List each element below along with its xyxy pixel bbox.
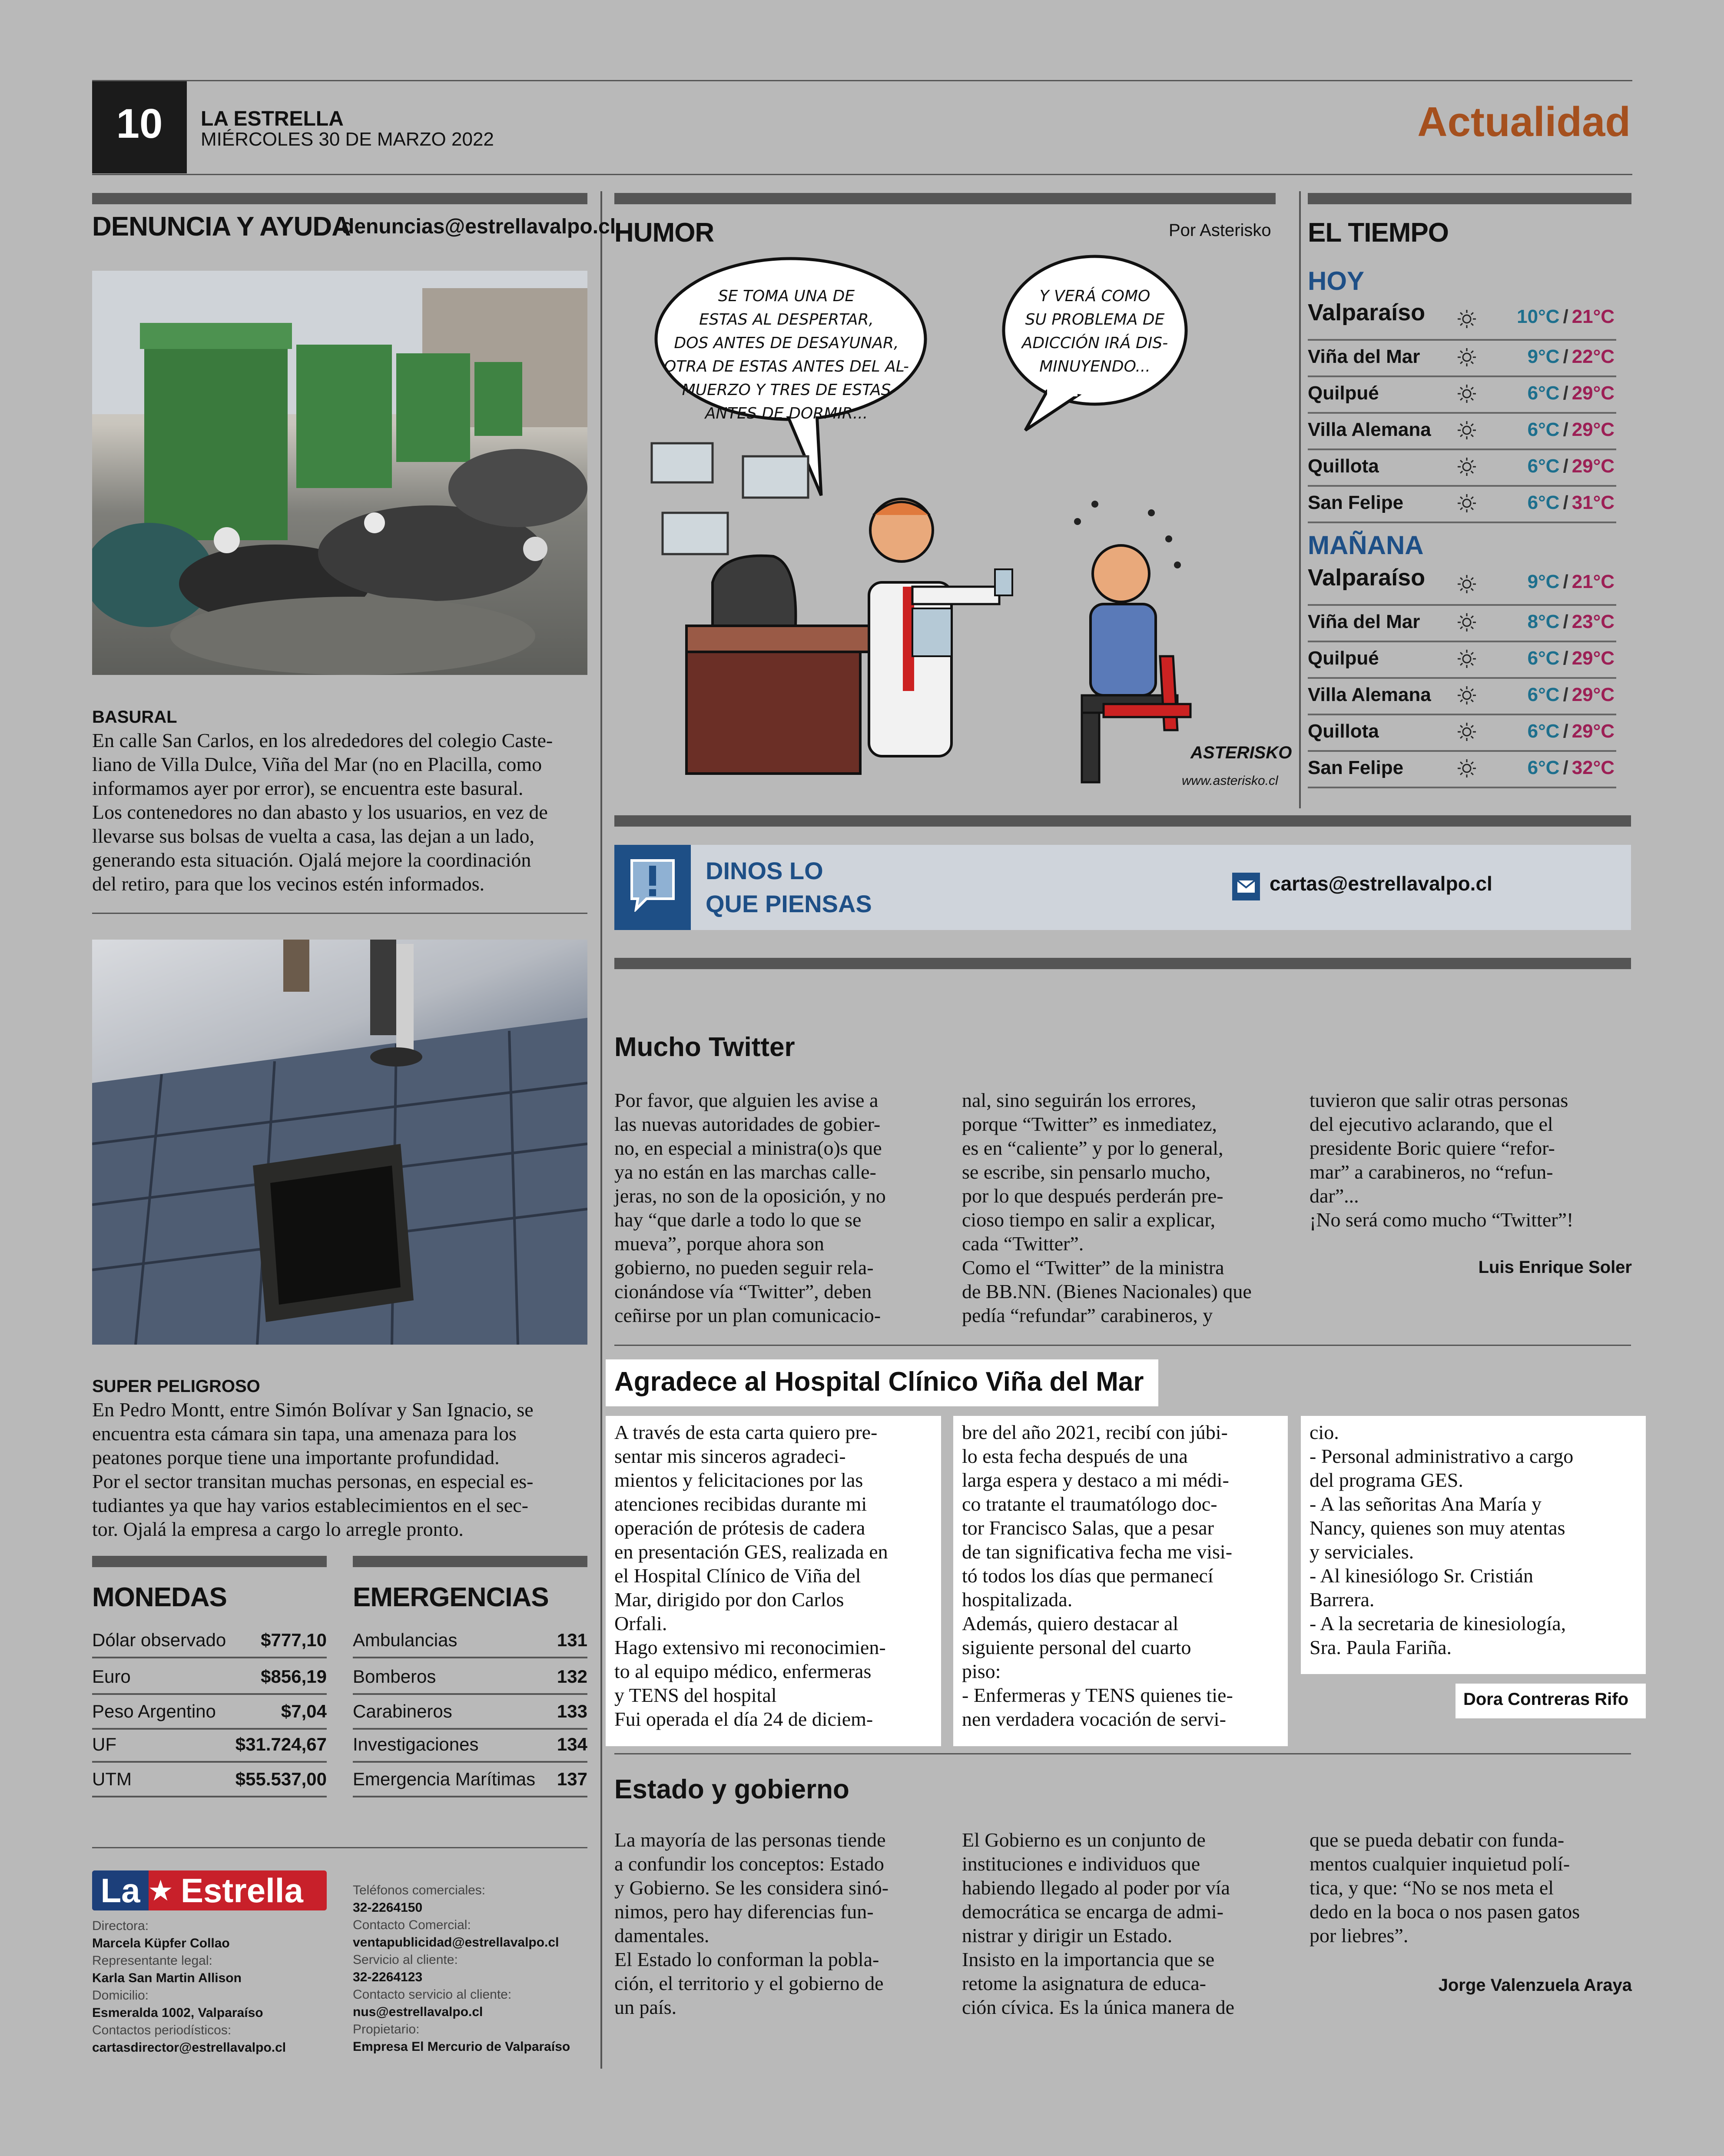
letter3-col2: El Gobierno es un conjunto de instituciones e individuos que habiendo llegado al poder por vía democrática se encarga de admi- nistrar y dirigir un Estado. Insisto en la importancia que se retome la asignatura de educa- ción cívica. Es la única manera de (962, 1829, 1235, 2018)
weather-row (1308, 448, 1616, 487)
letter3-col1: La mayoría de las personas tiende a confundir los conceptos: Estado y Gobierno. Se les considera sinó- nimos, pero hay diferencias fun- damentales. El Estado lo conforman la pobla- ción, el territorio y el gobierno de un país. (614, 1829, 889, 2018)
letter1-col2: nal, sino seguirán los errores, porque “Twitter” es inmediatez, es en “caliente” y por lo general, se escribe, sin pensarlo mucho, por lo que después perderán pre- cioso tiempo en salir a explicar, cada “Twitter”. Como el “Twitter” de la ministra de BB.NN. (Bienes Nacionales) que pedía “refundar” carabineros, y (962, 1089, 1252, 1326)
paper-name: LA ESTRELLA (201, 107, 344, 130)
city-name: Quillota (1308, 455, 1379, 477)
staff-right: Teléfonos comerciales: 32-2264150 Contacto Comercial: ventapublicidad@estrellavalpo.cl Servicio al cliente: 32-2264123 Contacto servicio al cliente: nus@estrellavalpo.cl Propietario: Empresa El Mercurio de Valparaíso (353, 1883, 570, 2054)
divider (92, 913, 587, 914)
temp-min: 6°C (1527, 419, 1560, 440)
temp-max: 21°C (1571, 306, 1615, 327)
temp-max: 29°C (1571, 455, 1615, 477)
temperature (1528, 492, 1615, 514)
currency-row: Euro $856,19 (92, 1660, 327, 1695)
weather-row (1308, 561, 1616, 606)
emergency-row: Carabineros 133 (353, 1695, 587, 1730)
item2-title: SUPER PELIGROSO (92, 1377, 260, 1396)
city-name: San Felipe (1308, 492, 1404, 513)
temp-slash: / (1563, 419, 1568, 440)
temp-max: 29°C (1571, 684, 1615, 705)
weather-row (1308, 604, 1616, 642)
weather-row (1308, 375, 1616, 414)
item1-text: En calle San Carlos, en los alrededores del colegio Caste- liano de Villa Dulce, Viña del Mar (no en Placilla, como informamos ayer por error), se encuentra este basural. Los contenedores no dan abasto y los usuarios, en vez de llevarse sus bolsas de vuelta a casa, las dejan a un lado, generando esta situación. Ojalá mejore la coordinación del retiro, para que los vecinos estén informados. (92, 729, 553, 895)
temperature (1528, 346, 1615, 368)
section-bar (1308, 193, 1631, 204)
divider (614, 1345, 1631, 1346)
dinos-title: DINOS LO QUE PIENSAS (706, 857, 872, 917)
sun-icon (1456, 721, 1477, 742)
temperature (1528, 684, 1615, 706)
temp-slash: / (1563, 757, 1568, 778)
emergency-row: Bomberos 132 (353, 1660, 587, 1695)
section-bar (92, 1556, 327, 1567)
temp-max: 29°C (1571, 382, 1615, 404)
column-divider (600, 191, 602, 2069)
section-bar (614, 958, 1631, 969)
page-number: 10 (116, 100, 163, 147)
sun-icon (1456, 648, 1477, 669)
sun-icon (1456, 493, 1477, 514)
sun-icon (1456, 420, 1477, 441)
divider (614, 1753, 1631, 1754)
currency-row: UTM $55.537,00 (92, 1763, 327, 1797)
temp-slash: / (1563, 492, 1568, 513)
weather-row (1308, 412, 1616, 450)
currency-row: Dólar observado $777,10 (92, 1624, 327, 1658)
temp-slash: / (1563, 382, 1568, 404)
emergency-row: Ambulancias 131 (353, 1624, 587, 1658)
letter3-signature: Jorge Valenzuela Araya (1438, 1976, 1632, 1995)
weather-row (1308, 714, 1616, 752)
city-name: Quillota (1308, 721, 1379, 742)
letter2-col2: bre del año 2021, recibí con júbi- lo esta fecha después de una larga espera y destaco a mi médi- co tratante el traumatólogo doc- tor Francisco Salas, que a pesar de tan significativa fecha me visi- tó todos los días que permanecí hospitalizada. Además, quiero destacar al siguiente personal del cuarto piso: - Enfermeras y TENS quienes tie- nen verdadera vocación de servi- (962, 1421, 1233, 1730)
temp-slash: / (1563, 648, 1568, 669)
city-name: Villa Alemana (1308, 419, 1431, 440)
mail-icon (1232, 873, 1260, 900)
temp-max: 23°C (1571, 611, 1615, 632)
temp-slash: / (1563, 721, 1568, 742)
temp-max: 31°C (1571, 492, 1615, 513)
staff-left: Directora: Marcela Küpfer Collao Representante legal: Karla San Martin Allison Domicilio: Esmeralda 1002, Valparaíso Contactos periodísticos: cartasdirector@estrellavalpo.cl (92, 1919, 286, 2055)
letter1-col3: tuvieron que salir otras personas del ejecutivo aclarando, que el presidente Boric quiere “refor- mar” a carabineros, no “refun- dar”... ¡No será como mucho “Twitter”! (1310, 1089, 1574, 1231)
divider (92, 1847, 587, 1848)
cartoonist-signature: ASTERISKO (1190, 743, 1292, 762)
temperature (1528, 455, 1615, 477)
sun-icon (1456, 347, 1477, 368)
item2-text: En Pedro Montt, entre Simón Bolívar y San Ignacio, se encuentra esta cámara sin tapa, una amenaza para los peatones porque tiene una importante profundidad. Por el sector transitan muchas personas, en especial es- tudiantes ya que hay varios establecimientos en el sec- tor. Ojalá la empresa a cargo lo arregle pronto. (92, 1399, 534, 1540)
temp-max: 29°C (1571, 648, 1615, 669)
temp-slash: / (1563, 346, 1568, 367)
tomorrow-label: MAÑANA (1308, 531, 1424, 560)
manhole-photo (92, 940, 587, 1345)
section-bar (614, 815, 1631, 827)
garbage-photo (92, 271, 587, 675)
temp-max: 32°C (1571, 757, 1615, 778)
humor-byline: Por Asterisko (1169, 221, 1271, 240)
temp-min: 6°C (1527, 455, 1560, 477)
emergency-row: Investigaciones 134 (353, 1728, 587, 1763)
temperature (1528, 611, 1615, 633)
issue-date: MIÉRCOLES 30 DE MARZO 2022 (201, 129, 494, 150)
temp-min: 9°C (1527, 346, 1560, 367)
temp-slash: / (1563, 684, 1568, 705)
temp-max: 21°C (1571, 571, 1615, 592)
tiempo-title: EL TIEMPO (1308, 218, 1449, 248)
letter3-col3: que se pueda debatir con funda- mentos cualquier inquietud polí- tica, y que: “No se nos meta el dedo en la boca o nos pasen gatos por liebres”. (1310, 1829, 1580, 1947)
letter2-signature: Dora Contreras Rifo (1463, 1690, 1628, 1709)
weather-row (1308, 750, 1616, 788)
temp-slash: / (1563, 306, 1568, 327)
city-name: San Felipe (1308, 757, 1404, 778)
temperature (1528, 721, 1615, 742)
city-name: Quilpué (1308, 382, 1379, 404)
temperature (1528, 648, 1615, 669)
city-name: Quilpué (1308, 648, 1379, 669)
item1-title: BASURAL (92, 708, 177, 727)
monedas-title: MONEDAS (92, 1582, 227, 1612)
weather-row (1308, 485, 1616, 523)
weather-row (1308, 677, 1616, 715)
weather-row (1308, 296, 1616, 341)
temperature (1528, 757, 1615, 779)
section-bar (614, 193, 1276, 204)
weather-row (1308, 339, 1616, 377)
currency-row: UF $31.724,67 (92, 1728, 327, 1763)
temp-min: 6°C (1527, 492, 1560, 513)
temp-min: 8°C (1527, 611, 1560, 632)
sun-icon (1456, 685, 1477, 706)
section-bar (92, 193, 587, 204)
section-bar (353, 1556, 587, 1567)
section-title: Actualidad (1417, 99, 1631, 145)
temp-slash: / (1563, 455, 1568, 477)
la-estrella-logo: La ★ Estrella (92, 1870, 327, 1910)
city-name: Valparaíso (1308, 299, 1426, 326)
letter2-col1: A través de esta carta quiero pre- sentar mis sinceros agradeci- mientos y felicitaciones por las atenciones recibidas durante mi operación de prótesis de cadera en presentación GES, realizada en el Hospital Clínico de Viña del Mar, dirigido por don Carlos Orfali. Hago extensivo mi reconocimien- to al equipo médico, enfermeras y TENS del hospital Fui operada el día 24 de diciem- (614, 1421, 888, 1730)
emergency-row: Emergencia Marítimas 137 (353, 1763, 587, 1797)
alert-icon (627, 857, 678, 912)
city-name: Villa Alemana (1308, 684, 1431, 705)
sun-icon (1456, 309, 1477, 329)
letter1-col1: Por favor, que alguien les avise a las nuevas autoridades de gobier- no, en especial a ministra(o)s que ya no están en las marchas calle- jeras, no son de la oposición, y no hay “que darle a todo lo que se mueva”, porque ahora son gobierno, no pueden seguir rela- cionándose vía “Twitter”, deben ceñirse por un plan comunicacio- (614, 1089, 886, 1326)
sun-icon (1456, 574, 1477, 595)
temp-min: 6°C (1527, 648, 1560, 669)
dinos-email[interactable]: cartas@estrellavalpo.cl (1270, 872, 1492, 895)
sun-icon (1456, 612, 1477, 633)
temperature (1528, 382, 1615, 404)
letter1-signature: Luis Enrique Soler (1478, 1258, 1632, 1277)
temp-max: 29°C (1571, 419, 1615, 440)
temp-min: 9°C (1527, 571, 1560, 592)
letter2-col3: cio. - Personal administrativo a cargo del programa GES. - A las señoritas Ana María y Nancy, quienes son muy atentas y serviciales. - Al kinesiólogo Sr. Cristián Barrera. - A la secretaria de kinesiología, Sra. Paula Fariña. (1310, 1421, 1574, 1658)
column-divider (1299, 191, 1301, 808)
temperature (1528, 419, 1615, 441)
sun-icon (1456, 383, 1477, 404)
humor-title: HUMOR (614, 218, 714, 248)
letter3-title: Estado y gobierno (614, 1774, 849, 1804)
cartoonist-site: www.asterisko.cl (1182, 774, 1278, 788)
temp-min: 6°C (1527, 382, 1560, 404)
temp-slash: / (1563, 571, 1568, 592)
temp-max: 22°C (1571, 346, 1615, 367)
top-rule (92, 80, 1632, 81)
weather-row (1308, 641, 1616, 679)
sun-icon (1456, 758, 1477, 779)
temp-slash: / (1563, 611, 1568, 632)
today-label: HOY (1308, 266, 1365, 296)
currency-row: Peso Argentino $7,04 (92, 1695, 327, 1730)
city-name: Viña del Mar (1308, 346, 1420, 367)
letter1-title: Mucho Twitter (614, 1032, 795, 1062)
city-name: Valparaíso (1308, 565, 1426, 591)
denuncia-title: DENUNCIA Y AYUDA (92, 212, 351, 242)
bubble2-text: Y VERÁ COMO SU PROBLEMA DE ADICCIÓN IRÁ DIS- MINUYENDO... (1021, 287, 1168, 375)
temperature (1517, 306, 1615, 328)
masthead-rule (92, 174, 1632, 175)
letter2-title: Agradece al Hospital Clínico Viña del Mar (614, 1367, 1144, 1397)
temp-min: 6°C (1527, 684, 1560, 705)
star-icon: ★ (148, 1874, 174, 1907)
temp-min: 6°C (1527, 757, 1560, 778)
sun-icon (1456, 456, 1477, 477)
temp-max: 29°C (1571, 721, 1615, 742)
bubble1-text: SE TOMA UNA DE ESTAS AL DESPERTAR, DOS ANTES DE DESAYUNAR, OTRA DE ESTAS ANTES DEL AL- MUERZO Y TRES DE ESTAS ANTES DE DORMIR... (664, 287, 909, 422)
temperature (1528, 571, 1615, 593)
city-name: Viña del Mar (1308, 611, 1420, 632)
denuncia-email[interactable]: denuncias@estrellavalpo.cl (341, 215, 616, 238)
emergencias-title: EMERGENCIAS (353, 1582, 549, 1612)
temp-min: 6°C (1527, 721, 1560, 742)
temp-min: 10°C (1517, 306, 1560, 327)
